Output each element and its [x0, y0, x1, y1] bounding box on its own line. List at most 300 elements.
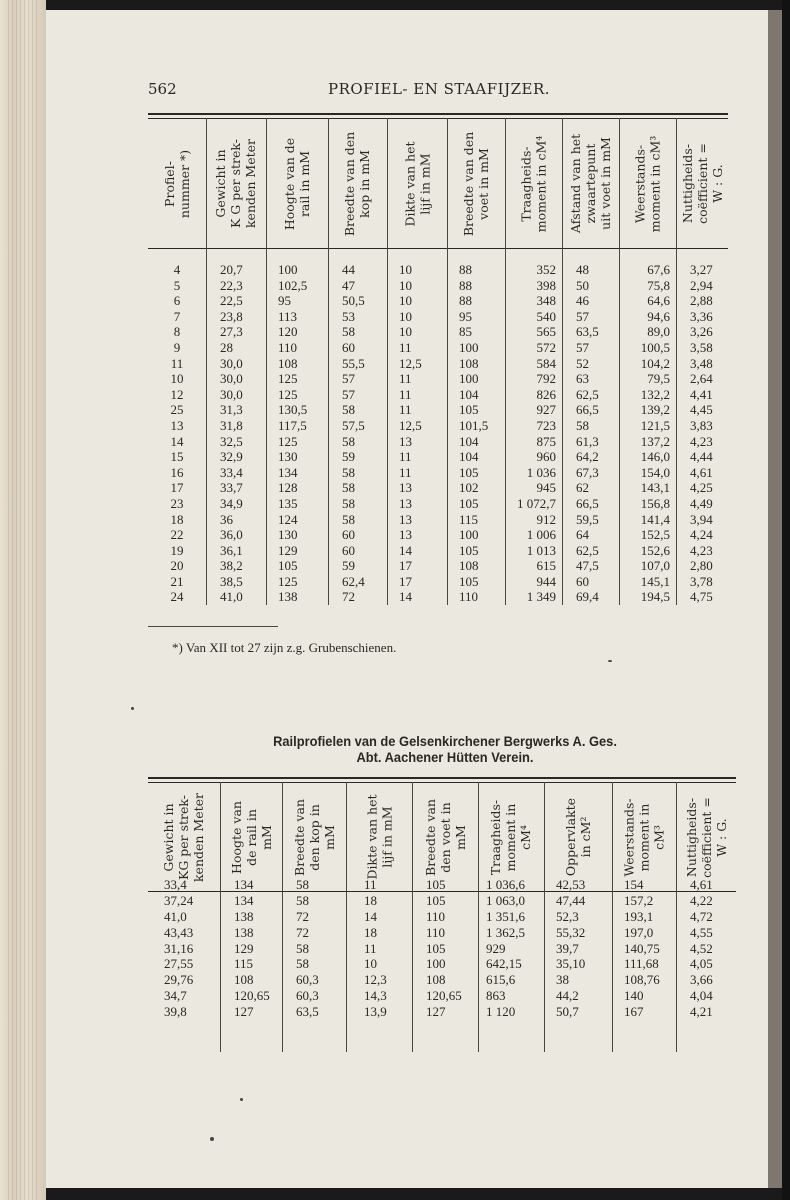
table2-cell: 50,7 [556, 1004, 579, 1020]
table1-cell: 139,2 [640, 402, 670, 418]
table1-cell: 1 036 [526, 464, 556, 480]
table1-cell: 615 [536, 558, 556, 574]
table1-cell: 30,0 [220, 386, 243, 402]
table2-cell: 14,3 [364, 988, 387, 1004]
table1-cell: 10 [170, 371, 184, 387]
table2-column-header-text: Nuttigheids- coëfficient = W : G. [683, 796, 729, 878]
table1-cell: 143,1 [640, 480, 670, 496]
table1-cell: 100 [459, 371, 479, 387]
table1-cell: 17 [399, 558, 412, 574]
table2-cell: 1 120 [486, 1004, 516, 1020]
table1-cell: 912 [536, 511, 556, 527]
table2-column-header [612, 784, 676, 890]
table1-cell: 104,2 [640, 355, 670, 371]
table2-cell: 33,4 [164, 877, 187, 892]
table1-cell: 348 [536, 293, 556, 309]
table1-cell: 141,4 [640, 511, 670, 527]
table1-cell: 36,1 [220, 542, 243, 558]
table1-column [576, 262, 599, 605]
table1-cell: 18 [170, 511, 184, 527]
table2-cell: 4,05 [690, 956, 713, 972]
table1-cell: 14 [399, 589, 412, 605]
table2-cell: 138 [234, 908, 254, 924]
table1-cell: 146,0 [640, 449, 670, 465]
table1-cell: 3,58 [690, 339, 713, 355]
table1-cell: 105 [459, 542, 479, 558]
table1-cell: 130 [278, 449, 298, 465]
table2-cell: 42,53 [556, 877, 586, 892]
table1-cell: 44 [342, 262, 355, 277]
table2-column [296, 877, 319, 1020]
table2-cell: 60,3 [296, 972, 319, 988]
table1-column-header [266, 120, 328, 247]
table1-column-header-text: Profiel- nummer *) [162, 149, 192, 218]
table1-cell: 60 [342, 527, 355, 543]
table1-cell: 1 072,7 [517, 495, 556, 511]
table1-cell: 60 [576, 573, 589, 589]
table1-column-header [206, 120, 266, 247]
table1-cell: 100 [459, 527, 479, 543]
table1-cell: 38,2 [220, 558, 243, 574]
table1-cell: 135 [278, 495, 298, 511]
table2-cell: 38 [556, 972, 569, 988]
table2-column-header [282, 784, 346, 890]
table2-cell: 615,6 [486, 972, 516, 988]
table2-column-header [544, 784, 612, 890]
table1-cell: 352 [536, 262, 556, 277]
table1-cell: 104 [459, 433, 479, 449]
table1-cell: 540 [536, 308, 556, 324]
table2-cell: 929 [486, 940, 506, 956]
table1-cell: 4,23 [690, 433, 713, 449]
table2-column-header-text: Oppervlakte in cM² [563, 797, 594, 877]
table1-cell: 47 [342, 277, 355, 293]
table1-column-header-text: Breedte van den voet in mM [461, 131, 491, 236]
table2-cell: 108 [234, 972, 254, 988]
table1-cell: 4,24 [690, 527, 713, 543]
table1-cell: 125 [278, 371, 298, 387]
table2-column-header [478, 784, 544, 890]
table1-cell: 107,0 [640, 558, 670, 574]
table1-cell: 62,4 [342, 573, 365, 589]
table1-cell: 3,36 [690, 308, 713, 324]
table2-column-header [220, 784, 282, 890]
table1-cell: 105 [459, 402, 479, 418]
table2-cell: 41,0 [164, 908, 187, 924]
footnote-rule [148, 626, 278, 627]
table2-cell: 134 [234, 877, 254, 892]
table1-cell: 1 349 [526, 589, 556, 605]
table1-cell: 69,4 [576, 589, 599, 605]
table1-cell: 2,94 [690, 277, 713, 293]
table1-cell: 33,4 [220, 464, 243, 480]
table2-cell: 11 [364, 877, 377, 892]
table1-cell: 945 [536, 480, 556, 496]
table1-cell: 100 [278, 262, 298, 277]
table2-cell: 58 [296, 877, 309, 892]
table1-cell: 72 [342, 589, 355, 605]
table1-cell: 32,9 [220, 449, 243, 465]
table2-cell: 105 [426, 940, 446, 956]
table2-cell: 35,10 [556, 956, 586, 972]
table1-cell: 3,94 [690, 511, 713, 527]
table2-cell: 108,76 [624, 972, 660, 988]
scan-speck [240, 1098, 243, 1101]
table1-cell: 145,1 [640, 573, 670, 589]
table2-column [234, 877, 270, 1020]
table2-cell: 120,65 [426, 988, 462, 1004]
table1-cell: 64,2 [576, 449, 599, 465]
table1-cell: 101,5 [459, 417, 489, 433]
table1-cell: 130 [278, 527, 298, 543]
page-number: 562 [148, 80, 177, 98]
table2-cell: 4,72 [690, 908, 713, 924]
table2-cell: 29,76 [164, 972, 194, 988]
table1-cell: 59 [342, 449, 355, 465]
table1-cell: 10 [399, 277, 412, 293]
table1-cell: 110 [278, 339, 298, 355]
table1-cell: 57,5 [342, 417, 365, 433]
table1-cell: 62 [576, 480, 589, 496]
table1-cell: 875 [536, 433, 556, 449]
table1-column [220, 262, 243, 605]
table2-title [256, 733, 633, 765]
table1-cell: 1 013 [526, 542, 556, 558]
table2-cell: 127 [426, 1004, 446, 1020]
table1-cell: 59,5 [576, 511, 599, 527]
table2-column-header [676, 784, 736, 890]
table2-cell: 39,8 [164, 1004, 187, 1020]
table1-column-header-text: Hoogte van de rail in mM [282, 137, 313, 230]
table1-cell: 132,2 [640, 386, 670, 402]
table1-cell: 57 [342, 386, 355, 402]
book-spine [0, 0, 46, 1200]
table1-cell: 8 [173, 324, 181, 340]
table1-cell: 38,5 [220, 573, 243, 589]
table2-cell: 58 [296, 956, 309, 972]
table1-cell: 2,88 [690, 293, 713, 309]
table2-cell: 10 [364, 956, 377, 972]
table2-cell: 4,52 [690, 940, 713, 956]
table1-cell: 53 [342, 308, 355, 324]
table1-cell: 58 [342, 324, 355, 340]
table1-cell: 52 [576, 355, 589, 371]
table2-cell: 642,15 [486, 956, 522, 972]
table1-cell: 5 [173, 277, 181, 293]
table1-top-rule-thin [148, 118, 728, 119]
scan-speck [131, 707, 134, 710]
table1-cell: 31,3 [220, 402, 243, 418]
table2-cell: 120,65 [234, 988, 270, 1004]
table1-cell: 95 [459, 308, 472, 324]
table2-cell: 60,3 [296, 988, 319, 1004]
table1-cell: 55,5 [342, 355, 365, 371]
table1-cell: 58 [576, 417, 589, 433]
table1-cell: 63 [576, 371, 589, 387]
table1-cell: 64 [576, 527, 589, 543]
table2-cell: 34,7 [164, 988, 187, 1004]
table1-column-header [562, 120, 619, 247]
table1-cell: 4,25 [690, 480, 713, 496]
table1-cell: 60 [342, 542, 355, 558]
table1-cell: 110 [459, 589, 479, 605]
table1-column-header [676, 120, 728, 247]
table1-cell: 58 [342, 464, 355, 480]
table2-cell: 197,0 [624, 924, 654, 940]
table2-cell: 47,44 [556, 892, 586, 908]
table1-cell: 125 [278, 573, 298, 589]
table2-cell: 4,61 [690, 877, 713, 892]
table2-cell: 58 [296, 892, 309, 908]
table2-cell: 27,55 [164, 956, 194, 972]
table1-column-header-text: Weerstands- moment in cM³ [632, 135, 663, 232]
table2-cell: 863 [486, 988, 506, 1004]
table2-title-line1: Railprofielen van de Gelsenkirchener Bergwerks A. Ges. [273, 733, 617, 749]
table1-cell: 11 [399, 371, 412, 387]
table1-cell: 21 [170, 573, 184, 589]
table1-column-header [387, 120, 447, 247]
table1-cell: 58 [342, 495, 355, 511]
table1-column-header-text: Traagheids- moment in cM⁴ [518, 135, 549, 232]
table1-cell: 13 [170, 417, 184, 433]
table2-column-header [148, 784, 220, 890]
table1-cell: 1 006 [526, 527, 556, 543]
table1-cell: 11 [399, 449, 412, 465]
spine-texture [8, 0, 38, 1200]
table1-cell: 11 [399, 386, 412, 402]
table1-cell: 572 [536, 339, 556, 355]
table2-cell: 14 [364, 908, 377, 924]
table1-column-header-text: Gewicht in K G per strek- kenden Meter [213, 138, 259, 229]
table1-cell: 30,0 [220, 371, 243, 387]
table1-column [619, 262, 670, 605]
table2-cell: 100 [426, 956, 446, 972]
table1-cell: 10 [399, 293, 412, 309]
table1-column [505, 262, 556, 605]
table2-cell: 129 [234, 940, 254, 956]
table1-cell: 67,6 [647, 262, 670, 277]
table1-cell: 100 [459, 339, 479, 355]
table2-column-header-text: Gewicht in KG per strek- kenden Meter [161, 792, 207, 882]
table1-cell: 58 [342, 511, 355, 527]
table2-column [364, 877, 387, 1020]
table1-cell: 13 [399, 433, 412, 449]
table1-top-rule [148, 113, 728, 115]
running-title: PROFIEL- EN STAAFIJZER. [328, 80, 551, 98]
table1-cell: 27,3 [220, 324, 243, 340]
table1-cell: 25 [170, 402, 184, 418]
table1-cell: 59 [342, 558, 355, 574]
table2-cell: 1 351,6 [486, 908, 525, 924]
table1-cell: 4,49 [690, 495, 713, 511]
table1-cell: 11 [399, 464, 412, 480]
table1-cell: 24 [170, 589, 184, 605]
table2-cell: 31,16 [164, 940, 194, 956]
table1-column [399, 262, 422, 605]
table1-column-header [328, 120, 387, 247]
table1-cell: 3,78 [690, 573, 713, 589]
table1-cell: 4,45 [690, 402, 713, 418]
table2-cell: 115 [234, 956, 254, 972]
table1-cell: 22 [170, 527, 184, 543]
table2-cell: 3,66 [690, 972, 713, 988]
table1-cell: 120 [278, 324, 298, 340]
table1-cell: 66,5 [576, 495, 599, 511]
table2-cell: 11 [364, 940, 377, 956]
table1-cell: 16 [170, 464, 184, 480]
table1-cell: 62,5 [576, 542, 599, 558]
table2-cell: 55,32 [556, 924, 586, 940]
table1-cell: 11 [399, 339, 412, 355]
table1-cell: 58 [342, 480, 355, 496]
table1-cell: 19 [170, 542, 184, 558]
table2-cell: 18 [364, 924, 377, 940]
table1-column-header [505, 120, 562, 247]
table1-cell: 4,75 [690, 589, 713, 605]
table1-cell: 57 [576, 308, 589, 324]
table2-column-header [412, 784, 478, 890]
table2-cell: 108 [426, 972, 446, 988]
table1-cell: 105 [459, 464, 479, 480]
table1-column [148, 262, 206, 605]
table2-cell: 110 [426, 924, 446, 940]
table1-cell: 108 [459, 558, 479, 574]
table1-cell: 128 [278, 480, 298, 496]
table1-cell: 130,5 [278, 402, 308, 418]
table1-cell: 12,5 [399, 355, 422, 371]
table1-cell: 23 [170, 495, 184, 511]
table1-cell: 125 [278, 433, 298, 449]
table2-cell: 105 [426, 877, 446, 892]
table1-cell: 15 [170, 449, 184, 465]
table2-cell: 52,3 [556, 908, 579, 924]
table2-column-header-text: Breedte van den kop in mM [291, 798, 337, 876]
table2-cell: 140 [624, 988, 644, 1004]
table2-cell: 154 [624, 877, 644, 892]
table1-cell: 129 [278, 542, 298, 558]
scan-border [782, 0, 790, 1200]
table1-cell: 100,5 [640, 339, 670, 355]
table1-cell: 2,80 [690, 558, 713, 574]
table1-cell: 105 [459, 573, 479, 589]
table1-cell: 17 [399, 573, 412, 589]
table1-column-header-text: Dikte van het lijf in mM [402, 141, 432, 226]
table2-cell: 4,55 [690, 924, 713, 940]
table2-column-header-text: Dikte van het lijf in mM [364, 794, 394, 880]
table2-cell: 13,9 [364, 1004, 387, 1020]
table1-cell: 115 [459, 511, 479, 527]
table1-cell: 960 [536, 449, 556, 465]
table1-cell: 88 [459, 293, 472, 309]
table1-cell: 50 [576, 277, 589, 293]
table1-cell: 67,3 [576, 464, 599, 480]
table1-cell: 12,5 [399, 417, 422, 433]
table1-cell: 944 [536, 573, 556, 589]
table2-column-header-text: Weerstands- moment in cM³ [621, 797, 667, 877]
table1-cell: 66,5 [576, 402, 599, 418]
table1-cell: 10 [399, 324, 412, 340]
table1-cell: 17 [170, 480, 184, 496]
table1-cell: 13 [399, 495, 412, 511]
table1-cell: 23,8 [220, 308, 243, 324]
table1-cell: 117,5 [278, 417, 307, 433]
table1-cell: 723 [536, 417, 556, 433]
table1-column-header-text: Nuttigheids- coëfficient = W : G. [679, 143, 725, 224]
table1-cell: 60 [342, 339, 355, 355]
table2-cell: 134 [234, 892, 254, 908]
table1-column-header-text: Afstand van het zwaartepunt uit voet in mM [568, 133, 614, 234]
table2-cell: 157,2 [624, 892, 654, 908]
table2-column [164, 877, 193, 1020]
table1-cell: 104 [459, 449, 479, 465]
table2-column [556, 877, 585, 1020]
table1-cell: 89,0 [647, 324, 670, 340]
table1-cell: 22,3 [220, 277, 243, 293]
table1-cell: 85 [459, 324, 472, 340]
table1-cell: 3,26 [690, 324, 713, 340]
table2-cell: 4,22 [690, 892, 713, 908]
table2-column-header-text: Traagheids- moment in cM⁴ [488, 799, 534, 875]
table1-cell: 61,3 [576, 433, 599, 449]
table2-cell: 167 [624, 1004, 644, 1020]
table1-cell: 48 [576, 262, 589, 277]
table2-cell: 111,68 [624, 956, 659, 972]
table1-cell: 31,8 [220, 417, 243, 433]
table1-column-header [619, 120, 676, 247]
table1-cell: 108 [459, 355, 479, 371]
table1-cell: 102,5 [278, 277, 308, 293]
table1-cell: 95 [278, 293, 291, 309]
table1-cell: 41,0 [220, 589, 243, 605]
table2-column-header-text: Breedte van den voet in mM [422, 798, 468, 876]
table1-cell: 152,5 [640, 527, 670, 543]
table1-cell: 64,6 [647, 293, 670, 309]
table1-cell: 62,5 [576, 386, 599, 402]
table1-cell: 28 [220, 339, 233, 355]
table1-cell: 156,8 [640, 495, 670, 511]
table1-cell: 20,7 [220, 262, 243, 277]
table2-cell: 43,43 [164, 924, 194, 940]
table1-cell: 47,5 [576, 558, 599, 574]
table1-cell: 10 [399, 308, 412, 324]
scan-speck [210, 1137, 214, 1141]
table1-column-header-text: Breedte van den kop in mM [342, 131, 373, 236]
table1-cell: 11 [399, 402, 412, 418]
table1-cell: 88 [459, 262, 472, 277]
table1-cell: 826 [536, 386, 556, 402]
table1-cell: 927 [536, 402, 556, 418]
table1-cell: 13 [399, 480, 412, 496]
table2-column [624, 877, 660, 1020]
table2-cell: 1 036,6 [486, 877, 525, 892]
scan-speck [608, 660, 612, 662]
table1-cell: 50,5 [342, 293, 365, 309]
table2-cell: 140,75 [624, 940, 660, 956]
table2-cell: 138 [234, 924, 254, 940]
table1-cell: 57 [342, 371, 355, 387]
table1-cell: 194,5 [640, 589, 670, 605]
table1-cell: 63,5 [576, 324, 599, 340]
table1-cell: 20 [170, 558, 184, 574]
table2-cell: 58 [296, 940, 309, 956]
table1-cell: 13 [399, 511, 412, 527]
table1-cell: 11 [170, 355, 184, 371]
table1-cell: 792 [536, 371, 556, 387]
table1-cell: 3,27 [690, 262, 713, 277]
table1-cell: 10 [399, 262, 412, 277]
table1-cell: 134 [278, 464, 298, 480]
table2-cell: 127 [234, 1004, 254, 1020]
